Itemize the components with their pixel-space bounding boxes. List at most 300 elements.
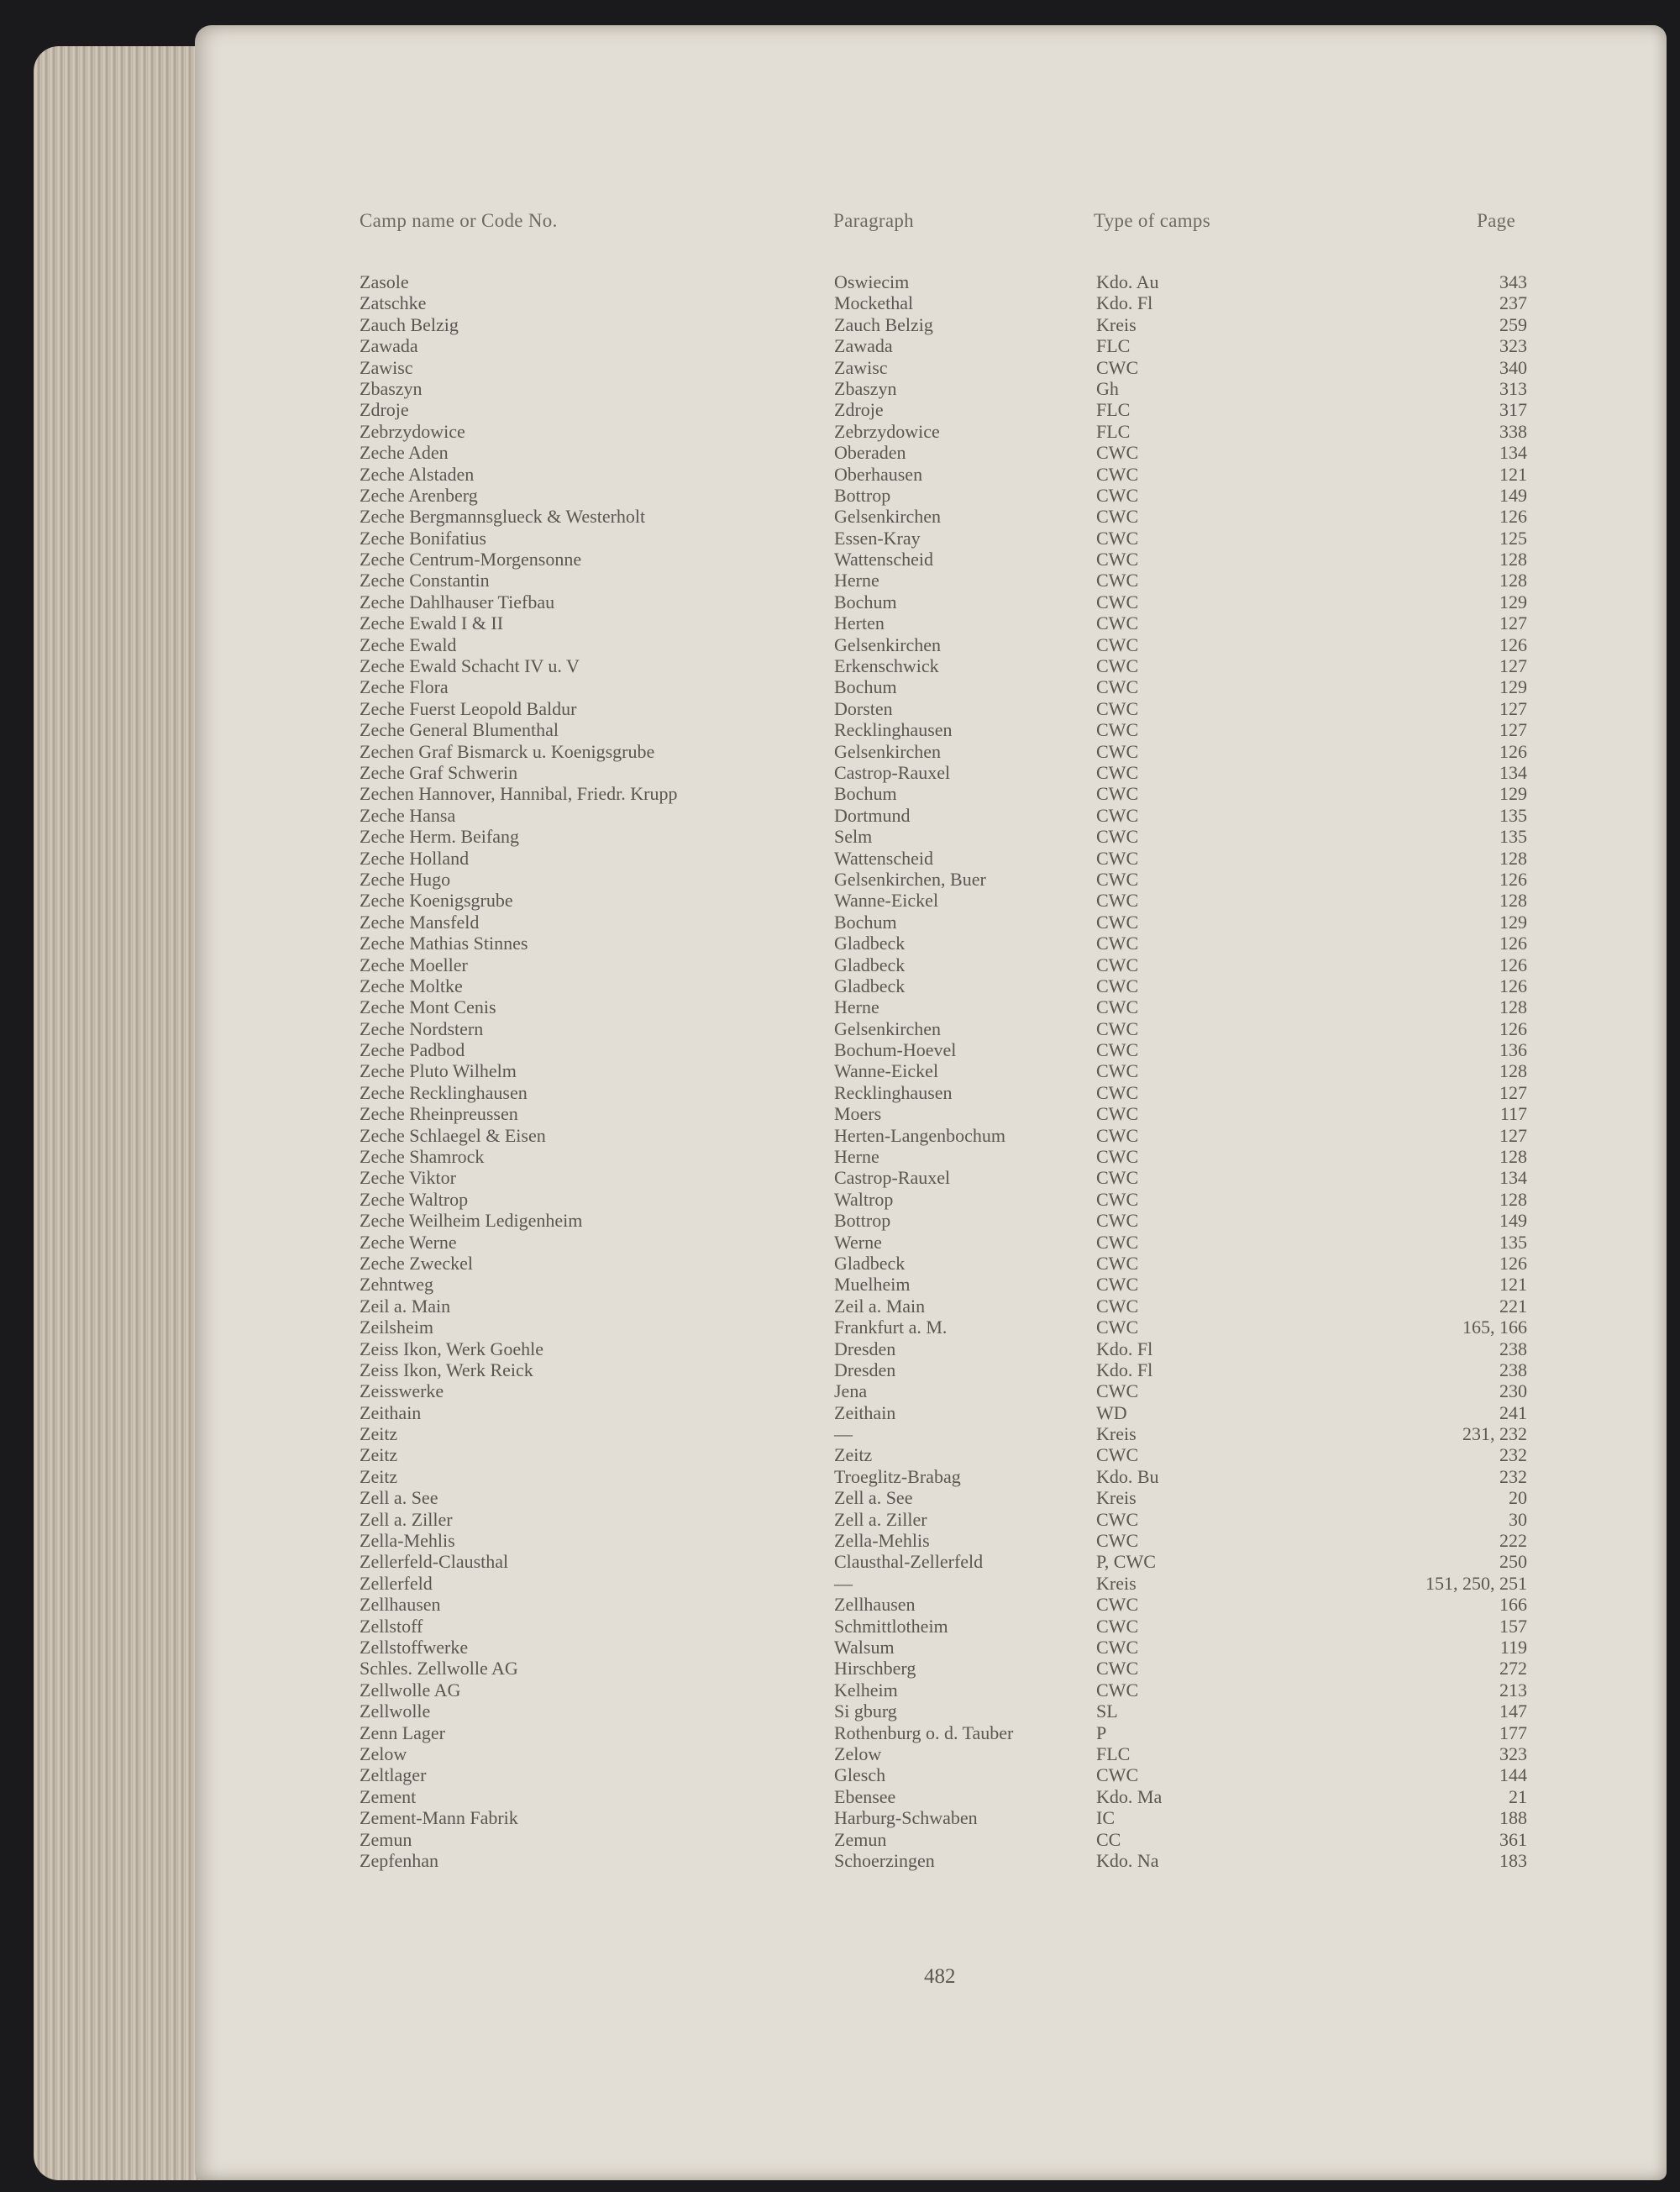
page-ref-cell: 157 xyxy=(1499,1615,1527,1637)
page-ref-cell: 135 xyxy=(1499,826,1527,848)
camp-type-cell: IC xyxy=(1096,1807,1115,1829)
paragraph-cell: Ebensee xyxy=(834,1785,896,1807)
camp-type-cell: Kreis xyxy=(1096,1572,1137,1594)
paragraph-cell: Zbaszyn xyxy=(834,377,897,399)
camp-name-cell: Zeche Moltke xyxy=(360,975,463,996)
table-row xyxy=(0,1487,1680,1508)
page-ref-cell: 177 xyxy=(1499,1722,1527,1743)
table-row xyxy=(0,1060,1680,1081)
table-row xyxy=(0,996,1680,1017)
paragraph-cell: Oberhausen xyxy=(834,463,923,485)
table-row xyxy=(0,1423,1680,1444)
table-row xyxy=(0,1530,1680,1551)
paragraph-cell: Wanne-Eickel xyxy=(834,1060,939,1082)
camp-type-cell: FLC xyxy=(1096,335,1131,357)
paragraph-cell: Zell a. See xyxy=(834,1487,913,1509)
camp-name-cell: Zeche Schlaegel & Eisen xyxy=(360,1124,546,1146)
camp-name-cell: Zdroje xyxy=(360,399,409,421)
camp-type-cell: CWC xyxy=(1096,442,1139,464)
camp-name-cell: Schles. Zellwolle AG xyxy=(360,1658,518,1679)
page-ref-cell: 222 xyxy=(1499,1530,1527,1552)
table-row xyxy=(0,1039,1680,1060)
paragraph-cell: Zelow xyxy=(834,1743,882,1764)
camp-name-cell: Zatschke xyxy=(360,292,427,314)
paragraph-cell: Bochum xyxy=(834,783,897,805)
page-ref-cell: 129 xyxy=(1499,591,1527,612)
table-row xyxy=(0,1573,1680,1594)
camp-type-cell: CWC xyxy=(1096,1017,1139,1039)
camp-name-cell: Zeilsheim xyxy=(360,1317,433,1338)
camp-name-cell: Zeche Rheinpreussen xyxy=(360,1103,518,1125)
page-ref-cell: 126 xyxy=(1499,954,1527,975)
table-row xyxy=(0,762,1680,783)
table-row xyxy=(0,912,1680,933)
camp-type-cell: Kdo. Na xyxy=(1096,1849,1159,1871)
page-number: 482 xyxy=(924,1965,956,1988)
table-row xyxy=(0,1807,1680,1828)
camp-type-cell: CWC xyxy=(1096,1764,1139,1786)
paragraph-cell: Gelsenkirchen xyxy=(834,740,942,762)
camp-type-cell: Kdo. Fl xyxy=(1096,292,1153,314)
camp-name-cell: Zeitz xyxy=(360,1423,398,1445)
camp-type-cell: CWC xyxy=(1096,1530,1139,1552)
page-ref-cell: 250 xyxy=(1499,1551,1527,1573)
paragraph-cell: Walsum xyxy=(834,1637,895,1658)
camp-name-cell: Zella-Mehlis xyxy=(360,1530,455,1552)
page-ref-cell: 259 xyxy=(1499,313,1527,335)
page-ref-cell: 117 xyxy=(1499,1103,1527,1125)
paragraph-cell: Zawada xyxy=(834,335,893,357)
camp-type-cell: Kreis xyxy=(1096,1423,1137,1445)
camp-type-cell: P, CWC xyxy=(1096,1551,1156,1573)
camp-type-cell: CWC xyxy=(1096,570,1139,591)
camp-name-cell: Zeche Zweckel xyxy=(360,1252,473,1274)
camp-type-cell: CWC xyxy=(1096,527,1139,549)
camp-type-cell: CWC xyxy=(1096,1679,1139,1701)
page-ref-cell: 126 xyxy=(1499,633,1527,655)
page-ref-cell: 241 xyxy=(1499,1401,1527,1423)
camp-name-cell: Zeche Aden xyxy=(360,442,449,464)
camp-name-cell: Zeche General Blumenthal xyxy=(360,719,559,741)
table-row xyxy=(0,528,1680,549)
camp-type-cell: CWC xyxy=(1096,1039,1139,1061)
camp-name-cell: Zeche Flora xyxy=(360,676,449,698)
table-row xyxy=(0,1296,1680,1317)
paragraph-cell: Zeitz xyxy=(834,1444,873,1466)
table-row xyxy=(0,890,1680,911)
page-ref-cell: 128 xyxy=(1499,890,1527,912)
camp-name-cell: Zeche Pluto Wilhelm xyxy=(360,1060,517,1082)
camp-type-cell: FLC xyxy=(1096,420,1131,442)
camp-type-cell: Gh xyxy=(1096,377,1119,399)
paragraph-cell: Gladbeck xyxy=(834,933,906,954)
page-ref-cell: 128 xyxy=(1499,996,1527,1018)
paragraph-cell: Si gburg xyxy=(834,1701,897,1722)
camp-name-cell: Zeche Graf Schwerin xyxy=(360,761,518,783)
camp-type-cell: CWC xyxy=(1096,1231,1139,1253)
camp-type-cell: CWC xyxy=(1096,975,1139,996)
paragraph-cell: Dresden xyxy=(834,1359,896,1380)
page-ref-cell: 134 xyxy=(1499,442,1527,464)
page-ref-cell: 128 xyxy=(1499,1146,1527,1168)
page-ref-cell: 128 xyxy=(1499,1188,1527,1210)
paragraph-cell: Bochum-Hoevel xyxy=(834,1039,957,1061)
table-row xyxy=(0,1637,1680,1658)
camp-type-cell: CWC xyxy=(1096,1124,1139,1146)
page-ref-cell: 126 xyxy=(1499,1017,1527,1039)
camp-type-cell: CC xyxy=(1096,1828,1121,1850)
table-row xyxy=(0,1189,1680,1210)
page-ref-cell: 343 xyxy=(1499,271,1527,292)
table-row xyxy=(0,1380,1680,1401)
table-row xyxy=(0,1679,1680,1701)
camp-type-cell: P xyxy=(1096,1722,1107,1743)
paragraph-cell: Zeithain xyxy=(834,1401,896,1423)
table-row xyxy=(0,783,1680,804)
page-ref-cell: 340 xyxy=(1499,356,1527,378)
camp-type-cell: CWC xyxy=(1096,549,1139,570)
camp-name-cell: Zeche Mansfeld xyxy=(360,911,480,933)
paragraph-cell: Frankfurt a. M. xyxy=(834,1317,948,1338)
camp-type-cell: CWC xyxy=(1096,826,1139,848)
page-ref-cell: 166 xyxy=(1499,1594,1527,1616)
camp-name-cell: Zebrzydowice xyxy=(360,420,465,442)
table-row xyxy=(0,1743,1680,1764)
paragraph-cell: Castrop-Rauxel xyxy=(834,1167,951,1189)
table-row xyxy=(0,741,1680,762)
paragraph-cell: Zeil a. Main xyxy=(834,1295,926,1317)
paragraph-cell: Zebrzydowice xyxy=(834,420,940,442)
camp-type-cell: CWC xyxy=(1096,847,1139,869)
paragraph-cell: Oberaden xyxy=(834,442,906,464)
camp-type-cell: CWC xyxy=(1096,591,1139,612)
camp-name-cell: Zement-Mann Fabrik xyxy=(360,1807,518,1829)
table-row xyxy=(0,975,1680,996)
camp-type-cell: CWC xyxy=(1096,1081,1139,1103)
paragraph-cell: Muelheim xyxy=(834,1274,911,1296)
paragraph-cell: Bottrop xyxy=(834,484,891,506)
table-row xyxy=(0,1658,1680,1679)
camp-name-cell: Zeitz xyxy=(360,1444,398,1466)
camp-name-cell: Zeitz xyxy=(360,1465,398,1487)
page-ref-cell: 128 xyxy=(1499,1060,1527,1082)
paragraph-cell: Gelsenkirchen xyxy=(834,1017,942,1039)
table-row xyxy=(0,1167,1680,1188)
camp-type-cell: CWC xyxy=(1096,697,1139,719)
camp-name-cell: Zechen Hannover, Hannibal, Friedr. Krupp xyxy=(360,783,678,805)
paragraph-cell: Schoerzingen xyxy=(834,1849,935,1871)
page-ref-cell: 238 xyxy=(1499,1338,1527,1359)
page-ref-cell: 121 xyxy=(1499,1274,1527,1296)
camp-type-cell: CWC xyxy=(1096,954,1139,975)
page-ref-cell: 135 xyxy=(1499,804,1527,826)
camp-name-cell: Zawada xyxy=(360,335,418,357)
camp-name-cell: Zbaszyn xyxy=(360,377,423,399)
camp-type-cell: CWC xyxy=(1096,911,1139,933)
camp-type-cell: CWC xyxy=(1096,1380,1139,1402)
table-row xyxy=(0,357,1680,378)
table-row xyxy=(0,1551,1680,1572)
page-ref-cell: 188 xyxy=(1499,1807,1527,1829)
page-ref-cell: 237 xyxy=(1499,292,1527,314)
page-ref-cell: 136 xyxy=(1499,1039,1527,1061)
camp-type-cell: CWC xyxy=(1096,1594,1139,1616)
paragraph-cell: Glesch xyxy=(834,1764,886,1786)
page-ref-cell: 323 xyxy=(1499,335,1527,357)
camp-type-cell: SL xyxy=(1096,1701,1118,1722)
paragraph-cell: Clausthal-Zellerfeld xyxy=(834,1551,984,1573)
table-row xyxy=(0,954,1680,975)
camp-type-cell: Kdo. Fl xyxy=(1096,1338,1153,1359)
page-ref-cell: 183 xyxy=(1499,1849,1527,1871)
paragraph-cell: Herne xyxy=(834,570,879,591)
camp-name-cell: Zawisc xyxy=(360,356,413,378)
page-ref-cell: 238 xyxy=(1499,1359,1527,1380)
table-row xyxy=(0,591,1680,612)
page-ref-cell: 125 xyxy=(1499,527,1527,549)
paragraph-cell: Gladbeck xyxy=(834,1252,906,1274)
table-row xyxy=(0,1338,1680,1359)
camp-name-cell: Zeche Weilheim Ledigenheim xyxy=(360,1210,583,1232)
page-ref-cell: 361 xyxy=(1499,1828,1527,1850)
page-ref-cell: 127 xyxy=(1499,697,1527,719)
table-row xyxy=(0,314,1680,335)
table-row xyxy=(0,1509,1680,1530)
header-page: Page xyxy=(1477,210,1515,231)
camp-name-cell: Zeiss Ikon, Werk Reick xyxy=(360,1359,533,1380)
table-row xyxy=(0,1274,1680,1295)
camp-type-cell: CWC xyxy=(1096,1146,1139,1168)
page-ref-cell: 134 xyxy=(1499,1167,1527,1189)
camp-name-cell: Zell a. See xyxy=(360,1487,438,1509)
header-paragraph: Paragraph xyxy=(833,210,914,231)
page-ref-cell: 126 xyxy=(1499,1252,1527,1274)
page-ref-cell: 126 xyxy=(1499,740,1527,762)
paragraph-cell: Dortmund xyxy=(834,804,911,826)
camp-name-cell: Zasole xyxy=(360,271,409,292)
page-ref-cell: 213 xyxy=(1499,1679,1527,1701)
paragraph-cell: Mockethal xyxy=(834,292,914,314)
camp-name-cell: Zechen Graf Bismarck u. Koenigsgrube xyxy=(360,740,655,762)
page-ref-cell: 128 xyxy=(1499,570,1527,591)
header-type-of-camps: Type of camps xyxy=(1094,210,1210,231)
table-row xyxy=(0,485,1680,506)
table-row xyxy=(0,1125,1680,1146)
camp-name-cell: Zellstoff xyxy=(360,1615,423,1637)
table-row xyxy=(0,612,1680,633)
camp-type-cell: CWC xyxy=(1096,484,1139,506)
camp-name-cell: Zeche Centrum-Morgensonne xyxy=(360,549,582,570)
paragraph-cell: Werne xyxy=(834,1231,882,1253)
camp-name-cell: Zelow xyxy=(360,1743,407,1764)
camp-name-cell: Zeche Mont Cenis xyxy=(360,996,496,1018)
table-row xyxy=(0,442,1680,463)
camp-type-cell: CWC xyxy=(1096,1252,1139,1274)
camp-type-cell: Kdo. Fl xyxy=(1096,1359,1153,1380)
camp-type-cell: Kdo. Ma xyxy=(1096,1785,1163,1807)
paragraph-cell: Herne xyxy=(834,1146,879,1168)
camp-type-cell: Kdo. Au xyxy=(1096,271,1159,292)
camp-name-cell: Zeche Herm. Beifang xyxy=(360,826,519,848)
camp-name-cell: Zeche Mathias Stinnes xyxy=(360,933,528,954)
paragraph-cell: Recklinghausen xyxy=(834,719,953,741)
camp-name-cell: Zenn Lager xyxy=(360,1722,445,1743)
camp-type-cell: CWC xyxy=(1096,996,1139,1018)
paragraph-cell: Herten xyxy=(834,612,885,634)
table-row xyxy=(0,676,1680,697)
page-ref-cell: 323 xyxy=(1499,1743,1527,1764)
table-row xyxy=(0,1594,1680,1615)
table-row xyxy=(0,1466,1680,1487)
paragraph-cell: Wanne-Eickel xyxy=(834,890,939,912)
page-ref-cell: 313 xyxy=(1499,377,1527,399)
paragraph-cell: Hirschberg xyxy=(834,1658,916,1679)
camp-type-cell: CWC xyxy=(1096,1658,1139,1679)
table-row xyxy=(0,399,1680,420)
paragraph-cell: Essen-Kray xyxy=(834,527,921,549)
camp-name-cell: Zellerfeld-Clausthal xyxy=(360,1551,509,1573)
table-row xyxy=(0,1764,1680,1785)
camp-name-cell: Zeche Koenigsgrube xyxy=(360,890,513,912)
paragraph-cell: Bochum xyxy=(834,911,897,933)
camp-name-cell: Zement xyxy=(360,1785,417,1807)
paragraph-cell: Gelsenkirchen xyxy=(834,506,942,528)
paragraph-cell: Zellhausen xyxy=(834,1594,916,1616)
table-row xyxy=(0,848,1680,869)
page-ref-cell: 149 xyxy=(1499,1210,1527,1232)
camp-name-cell: Zeche Nordstern xyxy=(360,1017,484,1039)
camp-name-cell: Zehntweg xyxy=(360,1274,433,1296)
camp-type-cell: CWC xyxy=(1096,612,1139,634)
paragraph-cell: Harburg-Schwaben xyxy=(834,1807,978,1829)
camp-name-cell: Zeltlager xyxy=(360,1764,427,1786)
camp-name-cell: Zemun xyxy=(360,1828,412,1850)
page-ref-cell: 21 xyxy=(1509,1785,1527,1807)
paragraph-cell: Recklinghausen xyxy=(834,1081,953,1103)
paragraph-cell: Bochum xyxy=(834,676,897,698)
page-ref-cell: 147 xyxy=(1499,1701,1527,1722)
paragraph-cell: Troeglitz-Brabag xyxy=(834,1465,961,1487)
camp-name-cell: Zeche Recklinghausen xyxy=(360,1081,528,1103)
camp-type-cell: CWC xyxy=(1096,356,1139,378)
paragraph-cell: Waltrop xyxy=(834,1188,894,1210)
index-table xyxy=(0,271,1680,1871)
camp-name-cell: Zeisswerke xyxy=(360,1380,444,1402)
camp-name-cell: Zellstoffwerke xyxy=(360,1637,469,1658)
paragraph-cell: Wattenscheid xyxy=(834,847,933,869)
camp-type-cell: CWC xyxy=(1096,804,1139,826)
paragraph-cell: Zella-Mehlis xyxy=(834,1530,930,1552)
camp-type-cell: CWC xyxy=(1096,1103,1139,1125)
paragraph-cell: — xyxy=(834,1572,853,1594)
camp-name-cell: Zeche Ewald xyxy=(360,633,457,655)
paragraph-cell: Herne xyxy=(834,996,879,1018)
table-row xyxy=(0,1103,1680,1124)
table-row xyxy=(0,1829,1680,1850)
page-ref-cell: 129 xyxy=(1499,676,1527,698)
table-row xyxy=(0,1317,1680,1338)
camp-type-cell: CWC xyxy=(1096,633,1139,655)
camp-type-cell: FLC xyxy=(1096,399,1131,421)
paragraph-cell: Dresden xyxy=(834,1338,896,1359)
paragraph-cell: Kelheim xyxy=(834,1679,898,1701)
page-ref-cell: 127 xyxy=(1499,1124,1527,1146)
camp-name-cell: Zeche Werne xyxy=(360,1231,457,1253)
page-ref-cell: 128 xyxy=(1499,549,1527,570)
paragraph-cell: Jena xyxy=(834,1380,868,1402)
table-row xyxy=(0,1146,1680,1167)
table-row xyxy=(0,570,1680,591)
paragraph-cell: Moers xyxy=(834,1103,882,1125)
camp-type-cell: CWC xyxy=(1096,676,1139,698)
table-row xyxy=(0,1850,1680,1871)
camp-type-cell: WD xyxy=(1096,1401,1127,1423)
camp-type-cell: CWC xyxy=(1096,783,1139,805)
camp-type-cell: CWC xyxy=(1096,1295,1139,1317)
page-ref-cell: 121 xyxy=(1499,463,1527,485)
table-row xyxy=(0,271,1680,292)
camp-name-cell: Zeche Moeller xyxy=(360,954,468,975)
camp-name-cell: Zeche Dahlhauser Tiefbau xyxy=(360,591,555,612)
page-ref-cell: 232 xyxy=(1499,1465,1527,1487)
camp-name-cell: Zellwolle AG xyxy=(360,1679,461,1701)
paragraph-cell: Erkenschwick xyxy=(834,655,939,677)
table-row xyxy=(0,1616,1680,1637)
camp-name-cell: Zeche Arenberg xyxy=(360,484,478,506)
camp-name-cell: Zauch Belzig xyxy=(360,313,459,335)
table-row xyxy=(0,1018,1680,1039)
table-row xyxy=(0,655,1680,676)
camp-name-cell: Zeithain xyxy=(360,1401,422,1423)
table-row xyxy=(0,421,1680,442)
camp-name-cell: Zeche Holland xyxy=(360,847,470,869)
paragraph-cell: Zdroje xyxy=(834,399,884,421)
camp-type-cell: CWC xyxy=(1096,1188,1139,1210)
page-ref-cell: 230 xyxy=(1499,1380,1527,1402)
paragraph-cell: Gelsenkirchen, Buer xyxy=(834,868,986,890)
camp-name-cell: Zeche Hugo xyxy=(360,868,451,890)
camp-type-cell: CWC xyxy=(1096,1060,1139,1082)
page-ref-cell: 30 xyxy=(1509,1508,1527,1530)
camp-type-cell: CWC xyxy=(1096,1274,1139,1296)
page-ref-cell: 134 xyxy=(1499,761,1527,783)
camp-name-cell: Zeiss Ikon, Werk Goehle xyxy=(360,1338,543,1359)
camp-type-cell: CWC xyxy=(1096,1444,1139,1466)
page-ref-cell: 338 xyxy=(1499,420,1527,442)
camp-name-cell: Zepfenhan xyxy=(360,1849,439,1871)
camp-name-cell: Zellerfeld xyxy=(360,1572,433,1594)
table-row xyxy=(0,292,1680,313)
paragraph-cell: Zemun xyxy=(834,1828,887,1850)
page-ref-cell: 127 xyxy=(1499,655,1527,677)
camp-type-cell: CWC xyxy=(1096,1317,1139,1338)
camp-name-cell: Zeche Padbod xyxy=(360,1039,465,1061)
table-row xyxy=(0,1444,1680,1465)
paragraph-cell: Selm xyxy=(834,826,873,848)
table-row xyxy=(0,549,1680,570)
page-ref-cell: 126 xyxy=(1499,868,1527,890)
paragraph-cell: Dorsten xyxy=(834,697,893,719)
page-ref-cell: 149 xyxy=(1499,484,1527,506)
table-row xyxy=(0,506,1680,527)
table-row xyxy=(0,378,1680,399)
camp-name-cell: Zeche Hansa xyxy=(360,804,456,826)
table-row xyxy=(0,464,1680,485)
camp-name-cell: Zellwolle xyxy=(360,1701,431,1722)
page-ref-cell: 119 xyxy=(1499,1637,1527,1658)
camp-name-cell: Zeche Alstaden xyxy=(360,463,475,485)
table-row xyxy=(0,1786,1680,1807)
